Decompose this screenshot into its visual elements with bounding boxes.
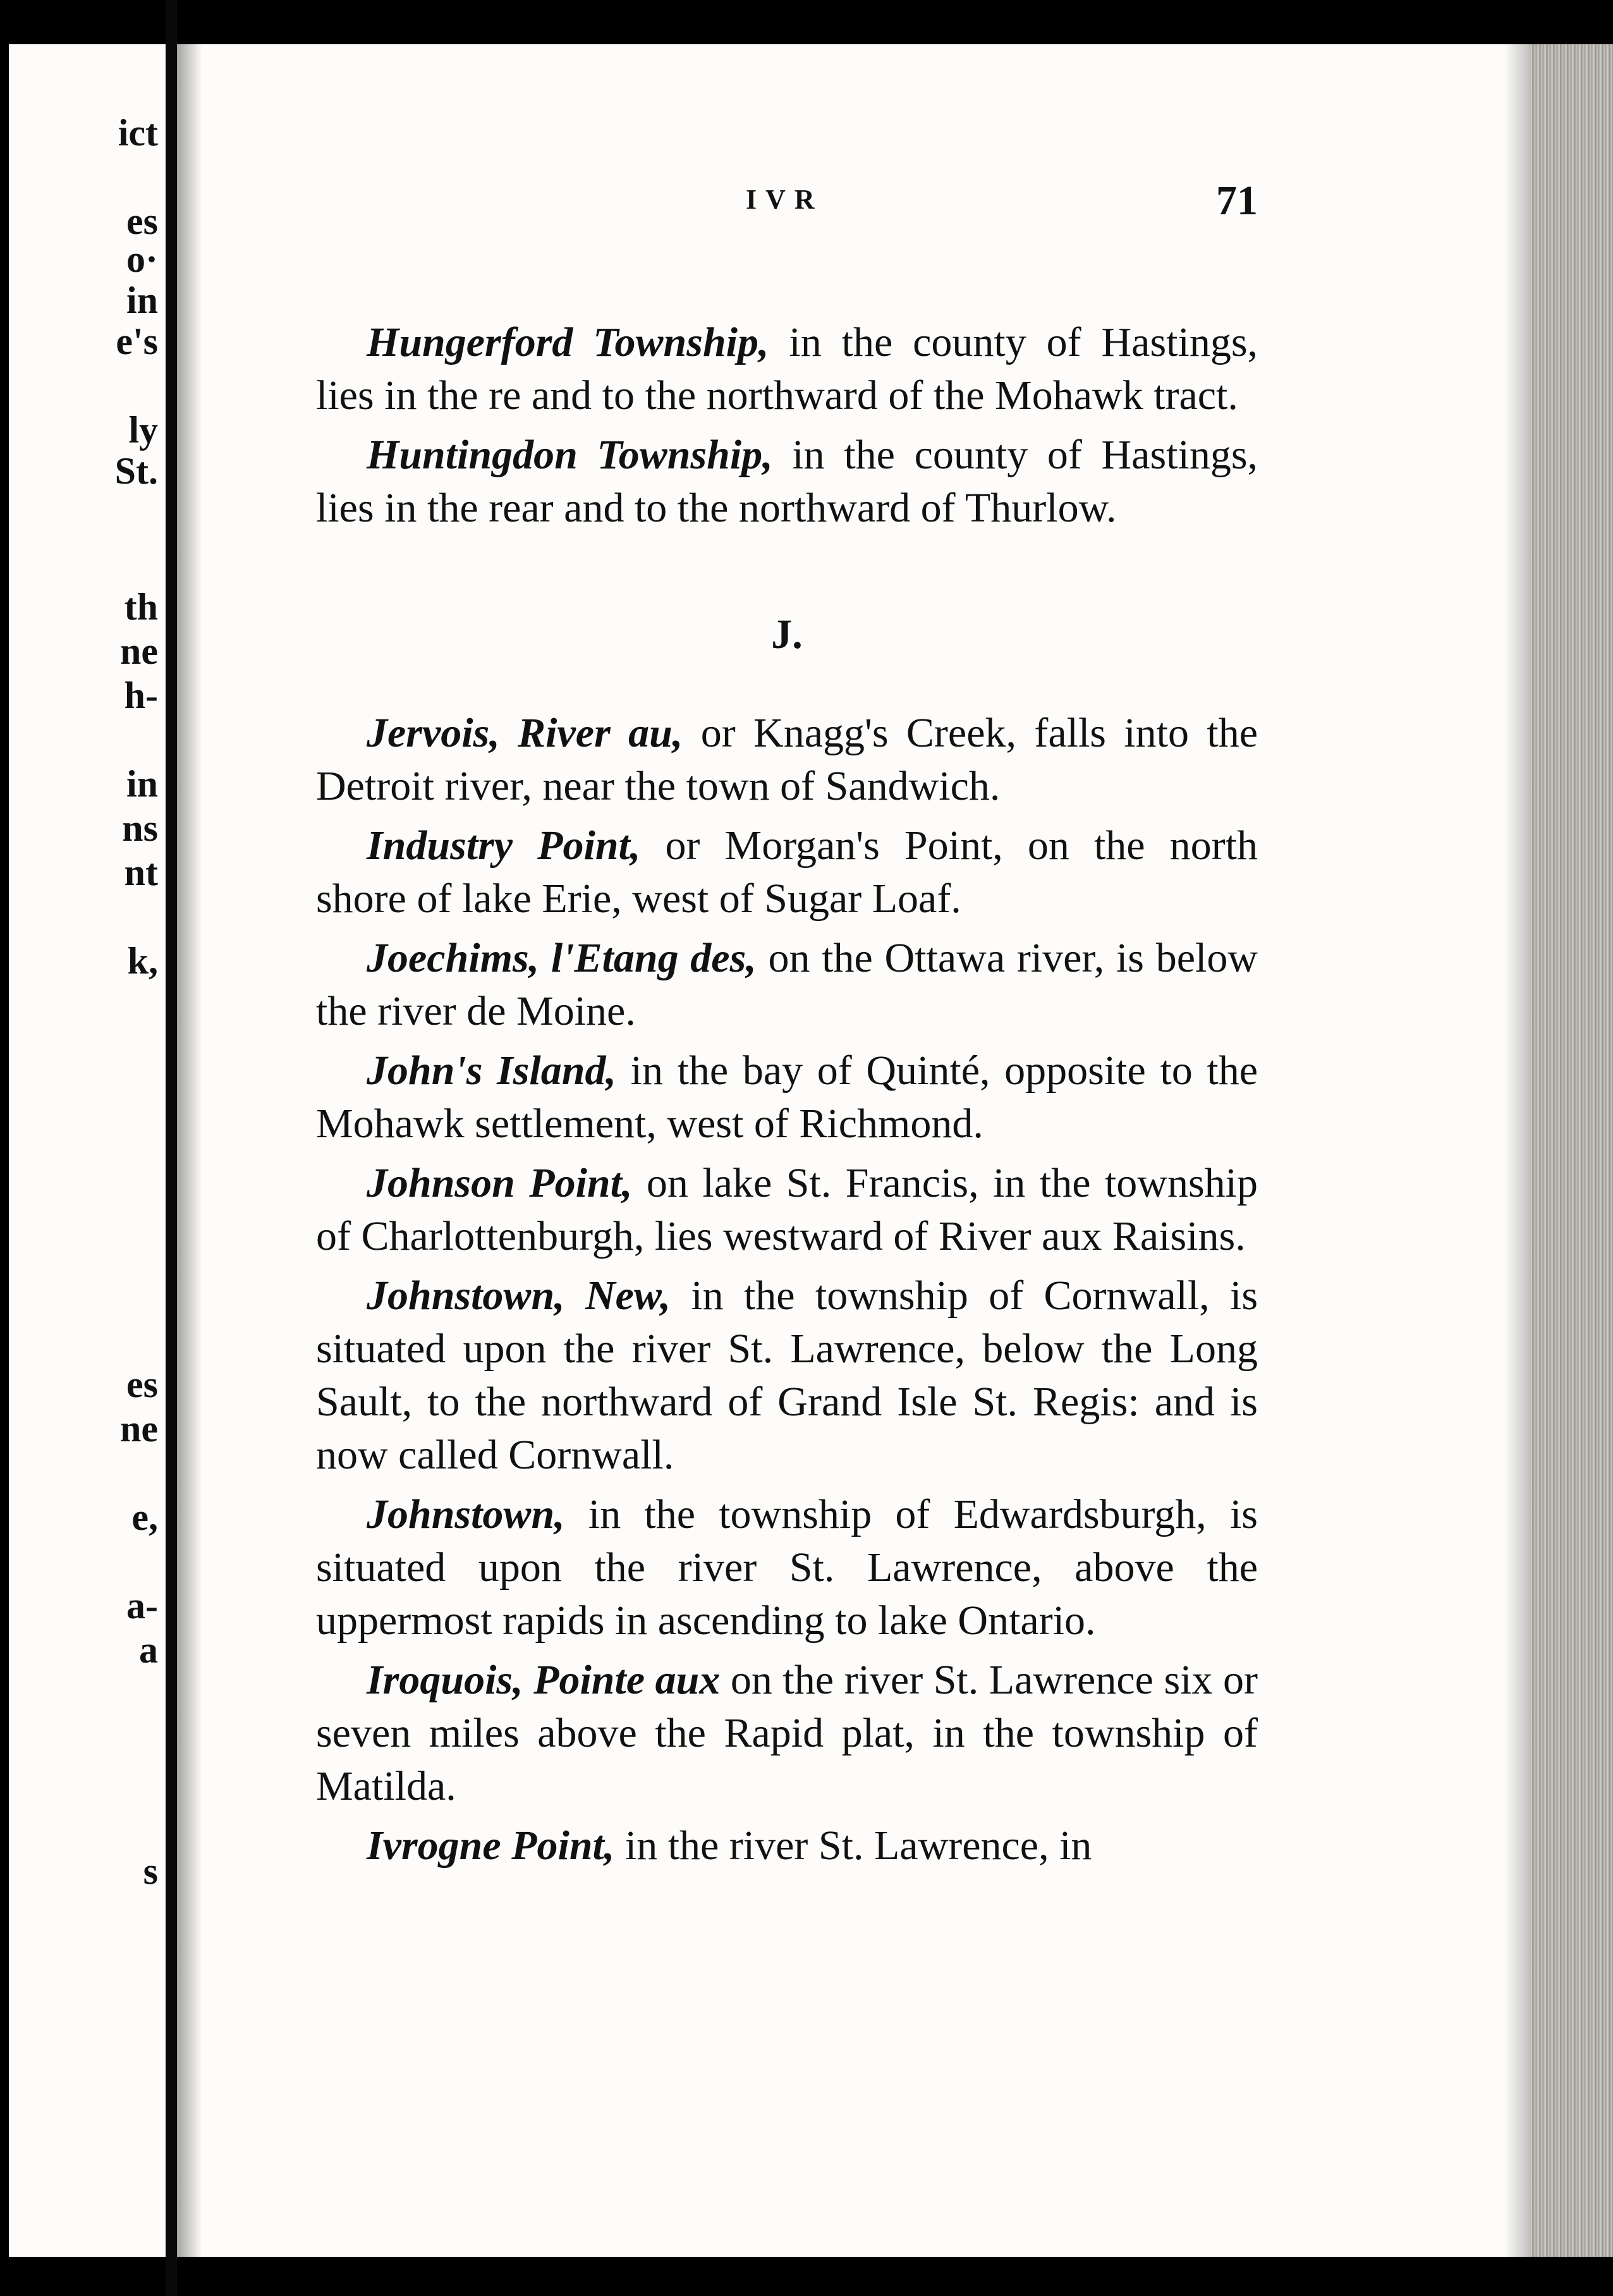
left-fragment: in	[126, 279, 158, 321]
entry-text: or Morgan's Point, on the north shore of lake Erie, west of Sugar Loaf.	[316, 822, 1258, 922]
scan-border-top	[0, 0, 1613, 44]
entry-term: Huntingdon Township,	[367, 432, 773, 478]
left-fragment: es	[126, 200, 158, 242]
left-facing-page	[0, 44, 166, 2257]
scan-border-bottom	[0, 2257, 1613, 2296]
entry-text: on lake St. Francis, in the township of Charlottenburgh, lies westward of River aux Raisins.	[316, 1160, 1258, 1259]
left-fragment: ne	[120, 630, 158, 672]
gutter-shadow	[177, 0, 202, 2296]
left-fragment: ly	[128, 409, 158, 451]
left-fragment: ns	[122, 807, 158, 849]
book-gutter	[166, 0, 177, 2296]
entry-term: Industry Point,	[367, 822, 641, 869]
entry-hungerford	[316, 316, 1258, 422]
entry-term: Johnson Point,	[367, 1160, 633, 1206]
entry-term: Johnstown,	[367, 1491, 565, 1537]
entry-term: Jervois, River au,	[367, 710, 683, 756]
entry-text: in the river St. Lawrence, in	[614, 1823, 1092, 1869]
left-fragment: in	[126, 763, 158, 805]
running-head: IVR	[746, 184, 824, 215]
entry-text: in the township of Edwardsburgh, is situated upon the river St. Lawrence, above the uppermost rapids in ascending to lake Ontario.	[316, 1491, 1258, 1644]
entry-term: Ivrogne Point,	[367, 1823, 615, 1869]
page-body	[316, 178, 1258, 1869]
entry-text: on the river St. Lawrence six or seven miles above the Rapid plat, in the township of Matilda.	[316, 1657, 1258, 1809]
entry-text: in the county of Hastings, lies in the rear and to the northward of Thurlow.	[316, 432, 1258, 531]
entry-text: in the bay of Quinté, opposite to the Mohawk settlement, west of Richmond.	[316, 1047, 1258, 1147]
page-header	[316, 178, 1258, 240]
page-edge-shadow	[1504, 44, 1532, 2257]
left-fragment: th	[124, 586, 158, 628]
left-fragment: k,	[127, 940, 158, 982]
left-fragment: nt	[124, 852, 158, 893]
entry-jervois	[316, 707, 1258, 813]
section-heading: J.	[771, 611, 803, 657]
left-fragment: s	[143, 1850, 158, 1892]
left-fragment: o·	[126, 238, 158, 280]
entry-term: John's Island,	[367, 1047, 616, 1094]
entry-johnstown	[316, 1488, 1258, 1647]
entry-ivrogne-point	[316, 1819, 1258, 1872]
entry-text: on the Ottawa river, is below the river de Moine.	[316, 935, 1258, 1034]
left-fragment: es	[126, 1364, 158, 1405]
entry-industry-point	[316, 819, 1258, 925]
entry-term: Joechims, l'Etang des,	[367, 935, 757, 981]
entry-iroquois	[316, 1654, 1258, 1813]
entry-term: Hungerford Township,	[367, 319, 769, 365]
left-fragment: ict	[118, 112, 158, 154]
entry-text: in the county of Hastings, lies in the re and to the northward of the Mohawk tract.	[316, 319, 1258, 418]
entry-term: Johnstown, New,	[367, 1273, 671, 1319]
entry-huntingdon	[316, 429, 1258, 535]
entry-johnson-point	[316, 1157, 1258, 1263]
left-fragment: e's	[116, 321, 158, 362]
page-edges	[1530, 44, 1613, 2257]
entry-johnstown-new	[316, 1269, 1258, 1482]
left-fragment: St.	[114, 450, 158, 492]
entry-joechims	[316, 932, 1258, 1038]
entry-johns-island	[316, 1044, 1258, 1151]
left-fragment: a-	[126, 1585, 158, 1627]
left-fragment: e,	[131, 1496, 158, 1538]
page-number: 71	[1216, 178, 1258, 224]
entry-term: Iroquois, Pointe aux	[367, 1657, 721, 1703]
gazetteer-entries	[316, 316, 1258, 1872]
left-fragment: h-	[124, 675, 158, 716]
left-fragment: a	[139, 1629, 158, 1671]
left-fragment: ne	[120, 1408, 158, 1450]
entry-text: or Knagg's Creek, falls into the Detroit river, near the town of Sandwich.	[316, 710, 1258, 809]
entry-text: in the township of Cornwall, is situated upon the river St. Lawrence, below the Long Sault, to the northward of Grand Isle St. Regis: and is now called Cornwall.	[316, 1273, 1258, 1478]
